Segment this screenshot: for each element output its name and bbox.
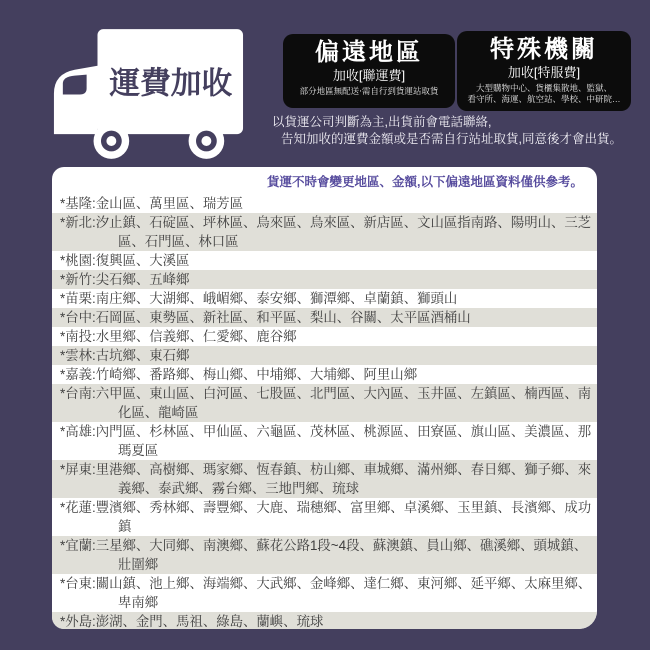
county-label: *新竹: <box>60 272 96 287</box>
special-institution-badge-title: 特殊機關 <box>490 36 598 63</box>
shipping-notice <box>272 114 644 148</box>
truck-front-wheel <box>94 123 130 159</box>
county-label: *南投: <box>60 329 96 344</box>
region-list: 石岡區、東勢區、新社區、和平區、梨山、谷關、太平區酒桶山 <box>95 310 471 325</box>
table-row <box>52 612 597 629</box>
shipping-notice-line1: 以貨運公司判斷為主,出貨前會電話聯絡, <box>272 115 492 129</box>
disclaimer-text: 貨運不時會變更地區、金額,以下偏遠地區資料僅供參考。 <box>267 175 583 189</box>
county-label: *宜蘭: <box>60 538 96 553</box>
region-list: 里港鄉、高樹鄉、瑪家鄉、恆春鎮、枋山鄉、車城鄉、滿州鄉、春日鄉、獅子鄉、來義鄉、泰武鄉、霧台鄉、三地門鄉、琉球 <box>95 462 592 496</box>
county-label: *台東: <box>60 576 96 591</box>
region-list: 尖石鄉、五峰鄉 <box>95 272 190 287</box>
region-list: 金山區、萬里區、瑞芳區 <box>95 196 244 211</box>
county-label: *高雄: <box>60 424 96 439</box>
region-list: 關山鎮、池上鄉、海端鄉、大武鄉、金峰鄉、達仁鄉、東河鄉、延平鄉、太麻里鄉、卑南鄉 <box>95 576 592 610</box>
region-list: 水里鄉、信義鄉、仁愛鄉、鹿谷鄉 <box>95 329 297 344</box>
county-label: *台南: <box>60 386 96 401</box>
region-list: 古坑鄉、東石鄉 <box>95 348 190 363</box>
region-list: 豐濱鄉、秀林鄉、壽豐鄉、大鹿、瑞穗鄉、富里鄉、卓溪鄉、玉里鎮、長濱鄉、成功鎮 <box>95 500 592 534</box>
table-row <box>52 289 597 308</box>
table-row <box>52 498 597 536</box>
county-label: *台中: <box>60 310 96 325</box>
remote-area-badge <box>283 34 455 108</box>
remote-area-panel <box>52 167 597 629</box>
table-row <box>52 536 597 574</box>
special-institution-badge <box>457 31 631 111</box>
county-label: *桃園: <box>60 253 96 268</box>
county-label: *花蓮: <box>60 500 96 515</box>
remote-area-badge-title: 偏遠地區 <box>315 39 423 66</box>
county-label: *雲林: <box>60 348 96 363</box>
region-list: 內門區、杉林區、甲仙區、六龜區、茂林區、桃源區、田寮區、旗山區、美濃區、那瑪夏區 <box>95 424 592 458</box>
county-label: *嘉義: <box>60 367 96 382</box>
special-institution-badge-note-line1: 大型購物中心、貨櫃集散地、監獄、 <box>475 83 612 93</box>
table-row <box>52 194 597 213</box>
table-row <box>52 251 597 270</box>
truck-rear-wheel <box>189 123 225 159</box>
special-institution-badge-subtitle: 加收[特服費] <box>507 65 581 80</box>
truck-title: 運費加收 <box>109 65 233 101</box>
region-list: 六甲區、東山區、白河區、七股區、北門區、大內區、玉井區、左鎮區、楠西區、南化區、龍崎區 <box>95 386 592 420</box>
table-row <box>52 460 597 498</box>
region-table <box>52 194 597 629</box>
table-row <box>52 346 597 365</box>
county-label: *外島: <box>60 614 96 629</box>
table-row <box>52 308 597 327</box>
region-list: 三星鄉、大同鄉、南澳鄉、蘇花公路1段~4段、蘇澳鎮、員山鄉、礁溪鄉、頭城鎮、壯圍鄉 <box>95 538 588 572</box>
region-list: 竹崎鄉、番路鄉、梅山鄉、中埔鄉、大埔鄉、阿里山鄉 <box>95 367 418 382</box>
remote-area-badge-subtitle: 加收[聯運費] <box>332 68 406 83</box>
table-row <box>52 270 597 289</box>
table-row <box>52 422 597 460</box>
county-label: *新北: <box>60 215 96 230</box>
region-list: 澎湖、金門、馬祖、綠島、蘭嶼、琉球 <box>95 614 324 629</box>
shipping-notice-line2: 告知加收的運費金額或是否需自行站址取貨,同意後才會出貨。 <box>281 132 622 146</box>
table-row <box>52 213 597 251</box>
county-label: *苗栗: <box>60 291 96 306</box>
region-list: 汐止鎮、石碇區、坪林區、烏來區、烏來區、新店區、文山區指南路、陽明山、三芝區、石門區、林口區 <box>95 215 592 249</box>
table-row <box>52 365 597 384</box>
region-list: 南庄鄉、大湖鄉、峨嵋鄉、泰安鄉、獅潭鄉、卓蘭鎮、獅頭山 <box>95 291 458 306</box>
delivery-truck-icon <box>48 20 246 164</box>
county-label: *基隆: <box>60 196 96 211</box>
table-row <box>52 574 597 612</box>
region-list: 復興區、大溪區 <box>95 253 190 268</box>
remote-area-badge-note: 部分地區無配送‧需自行到貨運站取貨 <box>299 86 439 96</box>
table-row <box>52 384 597 422</box>
special-institution-badge-note-line2: 看守所、海運、航空站、學校、中研院… <box>467 93 621 104</box>
table-row <box>52 327 597 346</box>
county-label: *屏東: <box>60 462 96 477</box>
